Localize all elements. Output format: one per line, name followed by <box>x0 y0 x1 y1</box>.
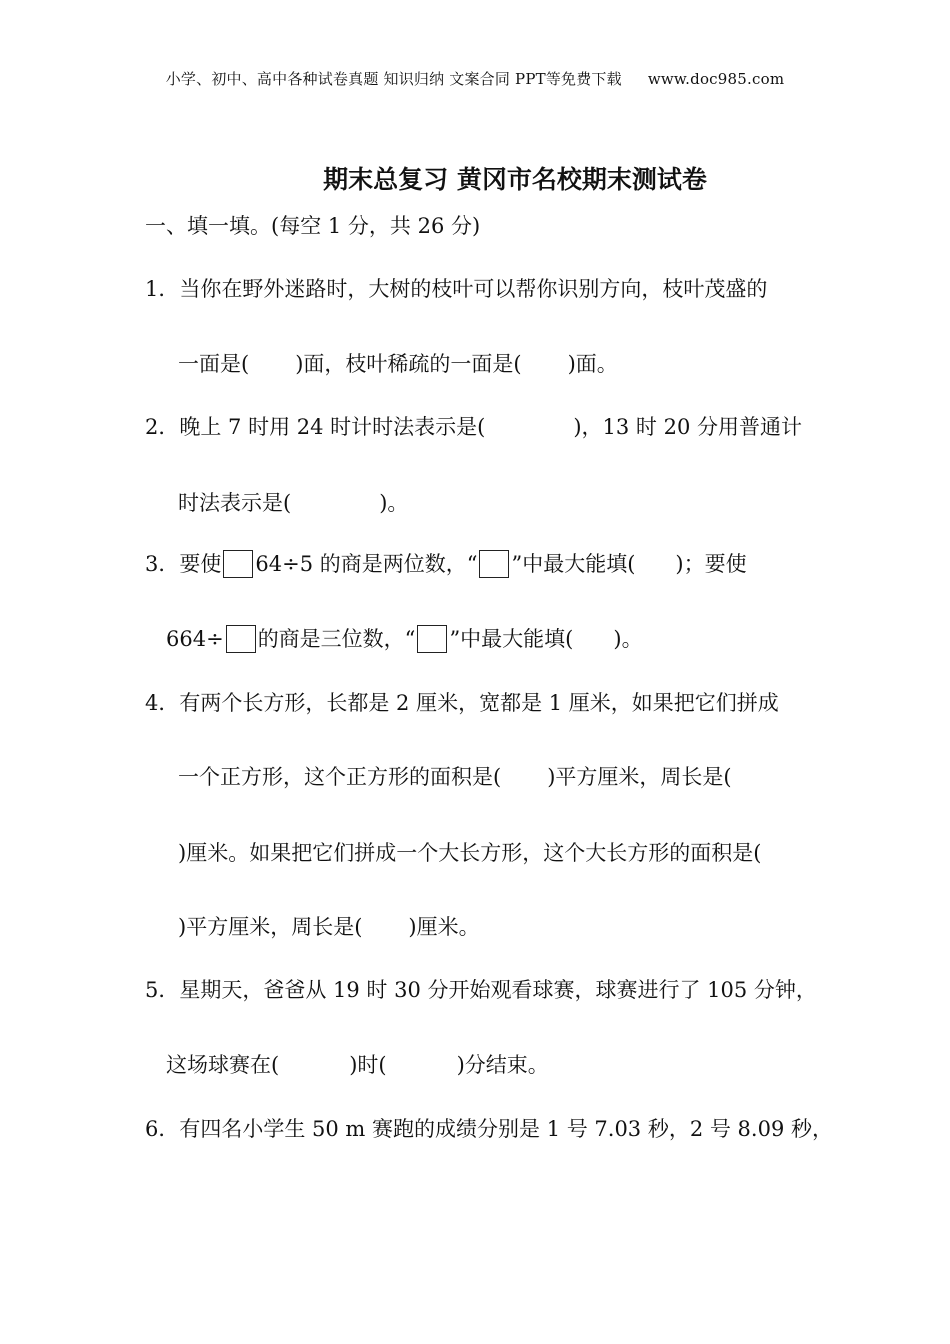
q4-line-3: )厘米。如果把它们拼成一个大长方形，这个大长方形的面积是( <box>178 841 762 865</box>
q3-text-6: 的商是三位数，“ <box>257 627 416 651</box>
q1-text-1: 一面是( <box>178 352 250 376</box>
q5-text-1: 这场球赛在( <box>166 1053 280 1077</box>
q1-line-1: 1．当你在野外迷路时，大树的枝叶可以帮你识别方向，枝叶茂盛的 <box>145 277 768 301</box>
q4-text-3: )平方厘米，周长是( <box>178 915 363 939</box>
q3-line-2 <box>166 624 643 654</box>
digit-box <box>417 625 447 653</box>
q4-line-1: 4．有两个长方形，长都是 2 厘米，宽都是 1 厘米，如果把它们拼成 <box>145 691 779 715</box>
q2-line-1 <box>145 412 802 442</box>
q5-text-3: )分结束。 <box>456 1053 549 1077</box>
q2-text-2: )，13 时 20 分用普通计 <box>573 415 803 439</box>
page-header <box>0 68 950 89</box>
digit-box <box>479 550 509 578</box>
q4-text-1: 一个正方形，这个正方形的面积是( <box>178 765 502 789</box>
header-text: 小学、初中、高中各种试卷真题 知识归纳 文案合同 PPT等免费下载 <box>165 70 622 88</box>
q3-text-5: 664÷ <box>166 627 224 651</box>
q3-text-1: 3．要使 <box>145 552 222 576</box>
page-title: 期末总复习 黄冈市名校期末测试卷 <box>323 165 707 194</box>
q1-text-3: )面。 <box>567 352 618 376</box>
q3-text-7: ”中最大能填( <box>449 627 574 651</box>
q3-text-4: )；要使 <box>675 552 747 576</box>
q2-line-2 <box>178 488 408 518</box>
q1-line-2 <box>178 349 618 379</box>
q2-text-1: 2．晚上 7 时用 24 时计时法表示是( <box>145 415 486 439</box>
section-heading: 一、填一填。(每空 1 分，共 26 分) <box>145 214 481 238</box>
q3-text-2: 64÷5 的商是两位数，“ <box>255 552 478 576</box>
header-url[interactable]: www.doc985.com <box>647 70 785 88</box>
q3-text-8: )。 <box>613 627 643 651</box>
q3-line-1 <box>145 549 747 579</box>
q5-text-2: )时( <box>349 1053 387 1077</box>
q6-line-1: 6．有四名小学生 50 m 赛跑的成绩分别是 1 号 7.03 秒，2 号 8.09 秒， <box>145 1117 833 1141</box>
q4-text-2: )平方厘米，周长是( <box>547 765 732 789</box>
digit-box[interactable] <box>226 625 256 653</box>
q2-text-3: 时法表示是( <box>178 491 292 515</box>
q2-text-4: )。 <box>379 491 409 515</box>
q4-line-2 <box>178 762 732 792</box>
digit-box[interactable] <box>223 550 253 578</box>
q4-line-4 <box>178 912 480 942</box>
q3-text-3: ”中最大能填( <box>511 552 636 576</box>
q4-text-4: )厘米。 <box>408 915 480 939</box>
q1-text-2: )面，枝叶稀疏的一面是( <box>295 352 522 376</box>
q5-line-2 <box>166 1050 549 1080</box>
q5-line-1: 5．星期天，爸爸从 19 时 30 分开始观看球赛，球赛进行了 105 分钟， <box>145 978 817 1002</box>
